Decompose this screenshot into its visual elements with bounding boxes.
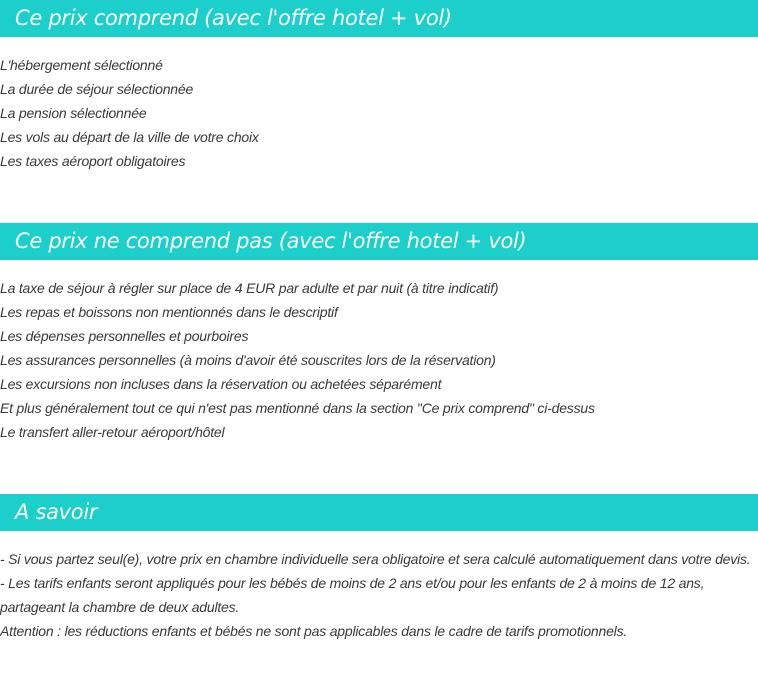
list-item: Les repas et boissons non mentionnés dans le descriptif bbox=[0, 304, 338, 320]
included-list bbox=[0, 53, 758, 173]
good-to-know-list bbox=[0, 547, 758, 643]
list-item: Les excursions non incluses dans la réservation ou achetées séparément bbox=[0, 376, 442, 392]
list-item: Les taxes aéroport obligatoires bbox=[0, 153, 186, 169]
list-item: Les assurances personnelles (à moins d'avoir été souscrites lors de la réservation) bbox=[0, 352, 496, 368]
section-header-included: Ce prix comprend (avec l'offre hotel + vol) bbox=[0, 0, 758, 37]
section-header-good-to-know: A savoir bbox=[0, 494, 758, 531]
list-item: - Les tarifs enfants seront appliqués pour les bébés de moins de 2 ans et/ou pour les enfants de 2 à moins de 12 ans, partageant la chambre de deux adultes. bbox=[0, 575, 705, 615]
not-included-list bbox=[0, 276, 758, 444]
section-header-not-included: Ce prix ne comprend pas (avec l'offre hotel + vol) bbox=[0, 223, 758, 260]
list-item: Les vols au départ de la ville de votre choix bbox=[0, 129, 259, 145]
list-item: Le transfert aller-retour aéroport/hôtel bbox=[0, 424, 225, 440]
list-item: La durée de séjour sélectionnée bbox=[0, 81, 194, 97]
list-item: Les dépenses personnelles et pourboires bbox=[0, 328, 249, 344]
list-item: L'hébergement sélectionné bbox=[0, 57, 163, 73]
list-item: - Si vous partez seul(e), votre prix en chambre individuelle sera obligatoire et sera calculé automatiquement dans votre devis. bbox=[0, 551, 751, 567]
list-item: La pension sélectionnée bbox=[0, 105, 147, 121]
list-item: Attention : les réductions enfants et bébés ne sont pas applicables dans le cadre de tarifs promotionnels. bbox=[0, 623, 628, 639]
list-item: Et plus généralement tout ce qui n'est pas mentionné dans la section "Ce prix comprend" ci-dessus bbox=[0, 400, 595, 416]
list-item: La taxe de séjour à régler sur place de 4 EUR par adulte et par nuit (à titre indicatif) bbox=[0, 280, 499, 296]
